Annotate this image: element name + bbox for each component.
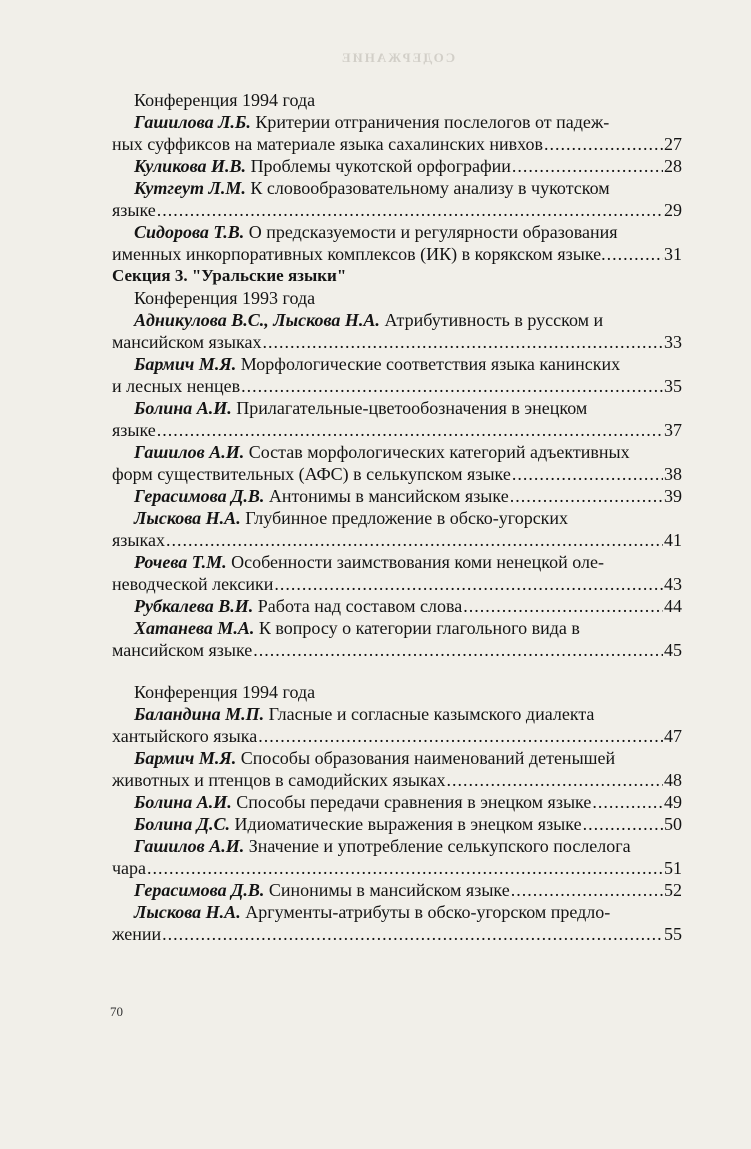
entry-page: 47	[664, 726, 682, 746]
entry-title: Критерии отграничения послелогов от падеж-	[250, 112, 610, 132]
entry-line	[112, 155, 682, 177]
toc-entry[interactable]	[112, 813, 682, 835]
dot-leader	[511, 879, 663, 901]
entry-line-last	[112, 133, 682, 155]
entry-title: Антонимы в мансийском языке	[264, 486, 509, 506]
entry-line-first	[112, 551, 682, 573]
entry-author: Бармич М.Я.	[134, 354, 237, 374]
entry-title-cont: жении	[112, 924, 162, 944]
entry-page: 50	[664, 814, 682, 834]
entry-title-cont: языке	[112, 420, 156, 440]
entry-author: Хатанева М.А.	[134, 618, 255, 638]
toc-entry[interactable]	[112, 309, 682, 353]
entry-page: 43	[664, 574, 682, 594]
entry-text	[134, 485, 509, 507]
toc-entry[interactable]	[112, 485, 682, 507]
entry-page: 28	[664, 156, 682, 176]
entry-title-cont: животных и птенцов в самодийских языках	[112, 770, 446, 790]
entry-author: Гашилова Л.Б.	[134, 112, 251, 132]
entry-line	[112, 595, 682, 617]
entry-author: Бармич М.Я.	[134, 748, 237, 768]
toc-entry[interactable]	[112, 353, 682, 397]
entry-line-last	[112, 769, 682, 791]
entry-line-first	[112, 441, 682, 463]
entry-author: Адникулова В.С., Лыскова Н.А.	[134, 310, 380, 330]
entry-author: Куликова И.В.	[134, 156, 247, 176]
bleed-through-header: СОДЕРЖАНИЕ	[340, 50, 456, 65]
entry-title: Синонимы в мансийском языке	[264, 880, 510, 900]
toc-entry[interactable]	[112, 177, 682, 221]
entry-line-last	[112, 243, 682, 265]
entry-title: Аргументы-атрибуты в обско-угорском предло-	[240, 902, 611, 922]
entry-line-last	[112, 857, 682, 879]
entry-title: Способы передачи сравнения в энецком языке	[231, 792, 592, 812]
dot-leader	[512, 463, 663, 485]
toc-entry[interactable]	[112, 155, 682, 177]
entry-page: 49	[664, 792, 682, 812]
page-number: 70	[110, 1004, 123, 1019]
entry-line-last	[112, 199, 682, 221]
dot-leader	[157, 199, 663, 221]
entry-title: Состав морфологических категорий адъективных	[244, 442, 630, 462]
entry-line-first	[112, 111, 682, 133]
entry-line-last	[112, 529, 682, 551]
entry-line-first	[112, 747, 682, 769]
entry-line	[112, 485, 682, 507]
dot-leader	[241, 375, 663, 397]
dot-leader	[262, 331, 663, 353]
dot-leader	[147, 857, 663, 879]
entry-author: Рочева Т.М.	[134, 552, 227, 572]
entry-title: К вопросу о категории глагольного вида в	[254, 618, 580, 638]
entry-title-cont: мансийском языках	[112, 332, 262, 352]
entry-line-last	[112, 725, 682, 747]
entry-page: 29	[664, 200, 682, 220]
entry-line-last	[112, 463, 682, 485]
entry-title-cont: ных суффиксов на материале языка сахалинских нивхов	[112, 134, 543, 154]
entry-page: 48	[664, 770, 682, 790]
entry-title: Идиоматические выражения в энецком языке	[230, 814, 582, 834]
section-heading: Секция 3. "Уральские языки"	[112, 266, 347, 285]
entry-title: Проблемы чукотской орфографии	[246, 156, 511, 176]
entry-text	[134, 155, 511, 177]
toc-entry[interactable]	[112, 747, 682, 791]
dot-leader	[592, 791, 663, 813]
entry-line-first	[112, 835, 682, 857]
entry-title-cont: и лесных ненцев	[112, 376, 241, 396]
entry-line-first	[112, 309, 682, 331]
entry-page: 44	[664, 596, 682, 616]
entry-author: Гашилов А.И.	[134, 442, 245, 462]
entry-title-cont: форм существительных (АФС) в селькупском языке	[112, 464, 511, 484]
toc-entry[interactable]	[112, 507, 682, 551]
entry-title: Особенности заимствования коми ненецкой оле-	[226, 552, 604, 572]
dot-leader	[463, 595, 663, 617]
entry-line	[112, 813, 682, 835]
entry-page: 33	[664, 332, 682, 352]
entry-title: Прилагательные-цветообозначения в энецком	[231, 398, 588, 418]
entry-text	[134, 595, 462, 617]
entry-line	[112, 879, 682, 901]
dot-leader	[253, 639, 663, 661]
entry-line-last	[112, 573, 682, 595]
toc-entry[interactable]	[112, 595, 682, 617]
entry-page: 27	[664, 134, 682, 154]
entry-title-cont: хантыйского языка	[112, 726, 258, 746]
entry-line-first	[112, 221, 682, 243]
entry-author: Кутгеут Л.М.	[134, 178, 246, 198]
toc-entry[interactable]	[112, 221, 682, 265]
entry-author: Болина А.И.	[134, 792, 232, 812]
entry-title: О предсказуемости и регулярности образования	[244, 222, 618, 242]
entry-author: Рубкалева В.И.	[134, 596, 254, 616]
entry-line-last	[112, 331, 682, 353]
entry-line	[112, 791, 682, 813]
dot-leader	[162, 923, 663, 945]
entry-author: Баландина М.П.	[134, 704, 265, 724]
entry-title: К словообразовательному анализу в чукотском	[245, 178, 610, 198]
dot-leader	[544, 133, 663, 155]
toc-entry[interactable]	[112, 617, 682, 661]
dot-leader	[583, 813, 663, 835]
entry-line-last	[112, 375, 682, 397]
toc-entry[interactable]	[112, 703, 682, 747]
dot-leader	[607, 243, 663, 265]
toc-entry[interactable]	[112, 111, 682, 155]
entry-title: Способы образования наименований детенышей	[236, 748, 616, 768]
entry-author: Лыскова Н.А.	[134, 902, 241, 922]
entry-title: Значение и употребление селькупского послелога	[244, 836, 631, 856]
entry-author: Герасимова Д.В.	[134, 880, 265, 900]
entry-author: Болина Д.С.	[134, 814, 231, 834]
toc-entry[interactable]	[112, 551, 682, 595]
entry-title-cont: языках	[112, 530, 165, 550]
entry-line-first	[112, 507, 682, 529]
dot-leader	[512, 155, 663, 177]
toc-entry[interactable]	[112, 441, 682, 485]
entry-page: 55	[664, 924, 682, 944]
entry-line-first	[112, 353, 682, 375]
toc-entry[interactable]	[112, 879, 682, 901]
toc-entry[interactable]	[112, 397, 682, 441]
entry-line-first	[112, 901, 682, 923]
entry-line-last	[112, 639, 682, 661]
toc-entry[interactable]	[112, 791, 682, 813]
dot-leader	[166, 529, 663, 551]
entry-text	[134, 879, 510, 901]
dot-leader	[447, 769, 664, 791]
conference-heading: Конференция 1994 года	[134, 90, 316, 110]
entry-title-cont: языке	[112, 200, 156, 220]
conference-heading: Конференция 1994 года	[134, 682, 316, 702]
table-of-contents	[112, 89, 682, 945]
entry-page: 38	[664, 464, 682, 484]
entry-text	[134, 791, 591, 813]
entry-line-last	[112, 923, 682, 945]
entry-line-first	[112, 177, 682, 199]
entry-line-last	[112, 419, 682, 441]
entry-page: 45	[664, 640, 682, 660]
entry-author: Герасимова Д.В.	[134, 486, 265, 506]
entry-title-cont: мансийском языке	[112, 640, 253, 660]
entry-title: Работа над составом слова	[253, 596, 463, 616]
entry-author: Болина А.И.	[134, 398, 232, 418]
entry-page: 31	[664, 244, 682, 264]
dot-leader	[274, 573, 663, 595]
entry-author: Сидорова Т.В.	[134, 222, 245, 242]
spacer	[112, 661, 682, 681]
entry-line-first	[112, 397, 682, 419]
entry-author: Лыскова Н.А.	[134, 508, 241, 528]
entry-page: 41	[664, 530, 682, 550]
entry-page: 52	[664, 880, 682, 900]
entry-line-first	[112, 617, 682, 639]
toc-entry[interactable]	[112, 835, 682, 879]
entry-author: Гашилов А.И.	[134, 836, 245, 856]
toc-entry[interactable]	[112, 901, 682, 945]
dot-leader	[510, 485, 663, 507]
entry-page: 35	[664, 376, 682, 396]
entry-text	[134, 813, 582, 835]
entry-page: 39	[664, 486, 682, 506]
entry-title-cont: именных инкорпоративных комплексов (ИК) в корякском языке.	[112, 244, 606, 264]
entry-title: Глубинное предложение в обско-угорских	[240, 508, 569, 528]
entry-title-cont: чара	[112, 858, 147, 878]
conference-heading: Конференция 1993 года	[134, 288, 316, 308]
entry-title: Гласные и согласные казымского диалекта	[264, 704, 595, 724]
entry-page: 37	[664, 420, 682, 440]
dot-leader	[157, 419, 663, 441]
entry-line-first	[112, 703, 682, 725]
entry-title: Морфологические соответствия языка канинских	[236, 354, 621, 374]
entry-title: Атрибутивность в русском и	[379, 310, 604, 330]
entry-title-cont: неводческой лексики	[112, 574, 274, 594]
dot-leader	[258, 725, 663, 747]
entry-page: 51	[664, 858, 682, 878]
